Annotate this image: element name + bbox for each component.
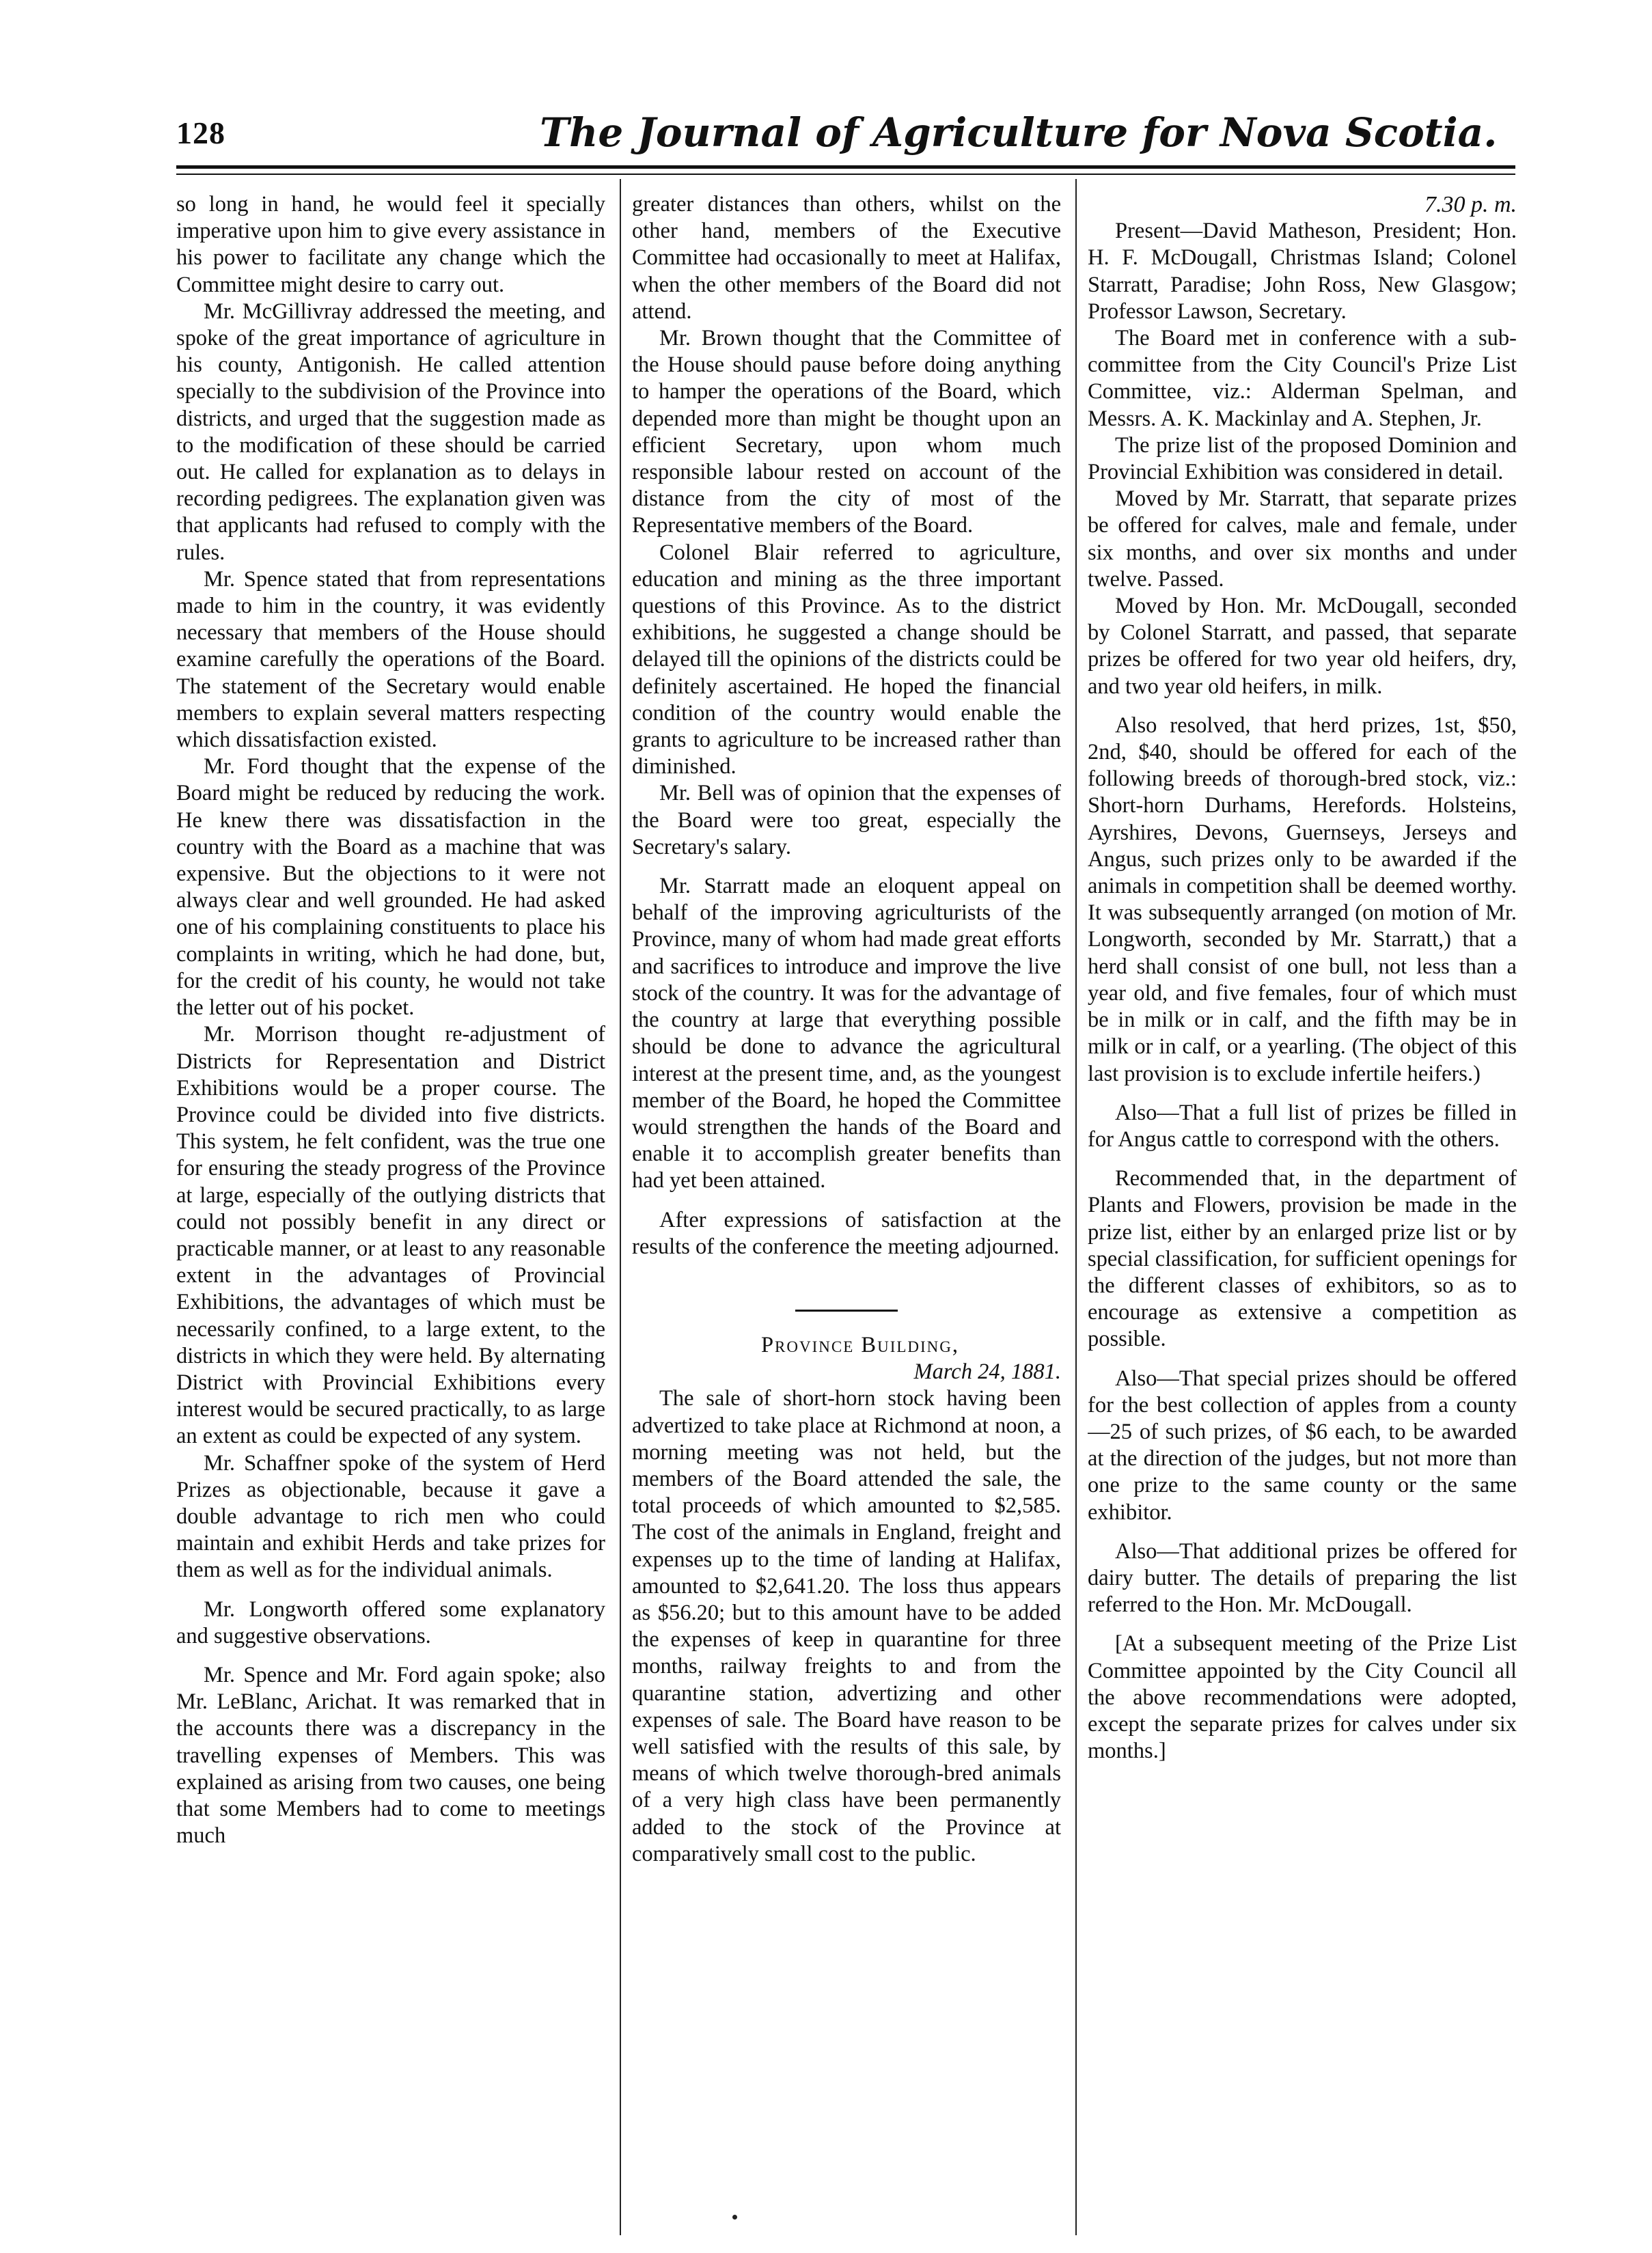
paragraph: Also resolved, that herd prizes, 1st, $50, 2nd, $40, should be offered for each of the following breeds of thorough-bred stock, viz.: Short-horn Durhams, Herefords. Holsteins, Ayrshires, Devons, Guernseys, Jerseys and Angus, such prizes only to be awarded if the animals in competition shall be deemed worthy. It was subsequently arranged (on motion of Mr. Longworth, seconded by Mr. Starratt,) that a herd shall consist of one bull, not less than a year old, and five females, four of which must be in milk or in calf, and the fifth may be in milk or in calf, or a yearling. (The object of this last provision is to exclude infertile heifers.) (1088, 713, 1517, 1086)
running-title: The Journal of Agriculture for Nova Scotia. (540, 109, 1498, 156)
paragraph: After expressions of satisfaction at the results of the conference the meeting adjourned. (632, 1207, 1061, 1259)
paragraph: so long in hand, he would feel it specially imperative upon him to give every assistance in his power to facilitate any change which the Committee might desire to carry out. (176, 192, 605, 297)
paragraph: Mr. Ford thought that the expense of the Board might be reduced by reducing the work. He knew there was dissatisfaction in the country with the Board as a machine that was expensive. But the objections to it were not always clear and well grounded. He had asked one of his complaining constituents to place his complaints in writing, which he had done, but, for the credit of his county, he would not take the letter out of his pocket. (176, 754, 605, 1021)
page-number: 128 (176, 115, 225, 150)
column-separator-2 (1075, 179, 1077, 2235)
column-separator-1 (620, 179, 621, 2235)
paragraph: Colonel Blair referred to agriculture, education and mining as the three important questions of this Province. As to the district exhibitions, he suggested a change should be delayed till the opinions of the districts could be definitely ascertained. He hoped the financial condition of the country would enable the grants to agriculture to be increased rather than diminished. (632, 540, 1061, 779)
paragraph: Mr. Schaffner spoke of the system of Herd Prizes as objectionable, because it gave a double advantage to rich men who could maintain and exhibit Herds and take prizes for them as well as for the individual animals. (176, 1450, 605, 1583)
paragraph: Mr. Starratt made an eloquent appeal on behalf of the improving agriculturists of the Province, many of whom had made great efforts and sacrifices to introduce and improve the live stock of the country. It was for the advantage of the country at large that everything possible should be done to advance the agricultural interest at the present time, and, as the youngest member of the Board, he hoped the Committee would strengthen the hands of the Board and enable it to accomplish greater benefits than had yet been attained. (632, 874, 1061, 1193)
paragraph: Mr. Longworth offered some explanatory and suggestive observations. (176, 1597, 605, 1648)
section-divider (795, 1310, 898, 1312)
header-rule-thin (176, 174, 1515, 175)
paragraph: Moved by Mr. Starratt, that separate prizes be offered for calves, male and female, under six months, and over six months and under twelve. Passed. (1088, 486, 1517, 592)
column-2 (632, 191, 1061, 2200)
paragraph: Mr. Spence stated that from representations made to him in the country, it was evidently necessary that members of the House should examine carefully the operations of the Board. The statement of the Secretary would enable members to explain several matters respecting which dissatisfaction existed. (176, 566, 605, 753)
paragraph: greater distances than others, whilst on the other hand, members of the Executive Committee had occasionally to meet at Halifax, when the other members of the Board did not attend. (632, 192, 1061, 324)
paragraph: Mr. Bell was of opinion that the expenses of the Board were too great, especially the Secretary's salary. (632, 781, 1061, 859)
paragraph: Recommended that, in the department of Plants and Flowers, provision be made in the prize list, either by an enlarged prize list or by special classification, for sufficient openings for the different classes of exhibitors, so as to encourage as extensive a competition as possible. (1088, 1166, 1517, 1352)
paragraph: Also—That additional prizes be offered for dairy butter. The details of preparing the list referred to the Hon. Mr. McDougall. (1088, 1538, 1517, 1618)
paragraph: Mr. McGillivray addressed the meeting, and spoke of the great importance of agriculture in his county, Antigonish. He called attention specially to the subdivision of the Province into districts, and urged that the suggestion made as to the modification of these should be carried out. He called for explanation as to delays in recording pedigrees. The explanation given was that applicants had refused to comply with the rules. (176, 299, 605, 565)
header-rule-thick (176, 165, 1515, 169)
paragraph: Also—That special prizes should be offered for the best collection of apples from a county—25 of such prizes, of $6 each, to be awarded at the direction of the judges, but not more than one prize to the same county or the same exhibitor. (1088, 1366, 1517, 1525)
paragraph: The prize list of the proposed Dominion and Provincial Exhibition was considered in detail. (1088, 432, 1517, 485)
column-1 (176, 191, 605, 2200)
dateline-date: March 24, 1881. (913, 1359, 1061, 1385)
column-3 (1088, 191, 1517, 2200)
meeting-time: 7.30 p. m. (1424, 192, 1517, 217)
paragraph: Present—David Matheson, President; Hon. H. F. McDougall, Christmas Island; Colonel Starratt, Paradise; John Ross, New Glasgow; Professor Lawson, Secretary. (1088, 219, 1517, 324)
paragraph: The Board met in conference with a sub-committee from the City Council's Prize List Committee, viz.: Alderman Spelman, and Messrs. A. K. Mackinlay and A. Stephen, Jr. (1088, 326, 1517, 431)
paragraph: Mr. Spence and Mr. Ford again spoke; also Mr. LeBlanc, Arichat. It was remarked that in the accounts there was a discrepancy in the travelling expenses of Members. This was explained as arising from two causes, one being that some Members had to come to meetings much (176, 1662, 605, 1849)
paragraph: Moved by Hon. Mr. McDougall, seconded by Colonel Starratt, and passed, that separate prizes be offered for two year old heifers, dry, and two year old heifers, in milk. (1088, 594, 1517, 699)
paragraph: Mr. Morrison thought re-adjustment of Districts for Representation and District Exhibitions would be a proper course. The Province could be divided into five districts. This system, he felt confident, was the true one for ensuring the steady progress of the Province at large, especially of the outlying districts that could not possibly benefit in any direct or practicable manner, or at least to any reasonable extent in the advantages of Provincial Exhibitions, the advantages of which must be necessarily confined, to a large extent, to the districts in which they were held. By alternating District with Provincial Exhibitions every interest would be secured practically, to as large an extent as could be expected of any system. (176, 1022, 605, 1449)
paragraph: The sale of short-horn stock having been advertized to take place at Richmond at noon, a morning meeting was not held, but the members of the Board attended the sale, the total proceeds of which amounted to $2,585. The cost of the animals in England, freight and expenses up to the time of landing at Halifax, amounted to $2,641.20. The loss thus appears as $56.20; but to this amount have to be added the expenses of keep in quarantine for three months, railway freights to and from the quarantine station, advertizing and other expenses of sale. The Board have reason to be well satisfied with the results of this sale, by means of which twelve thorough-bred animals of a very high class have been permanently added to the stock of the Province at comparatively small cost to the public. (632, 1386, 1061, 1866)
paragraph: [At a subsequent meeting of the Prize List Committee appointed by the City Council all the above recommendations were adopted, except the separate prizes for calves under six months.] (1088, 1631, 1517, 1764)
paragraph: Mr. Brown thought that the Committee of the House should pause before doing anything to hamper the operations of the Board, which depended more than might be thought upon an efficient Secretary, upon whom much responsible labour rested on account of the distance from the city of most of the Representative members of the Board. (632, 326, 1061, 538)
dateline-place: Province Building, (760, 1332, 960, 1357)
print-speck (732, 2215, 737, 2220)
paragraph: Also—That a full list of prizes be filled in for Angus cattle to correspond with the others. (1088, 1100, 1517, 1152)
